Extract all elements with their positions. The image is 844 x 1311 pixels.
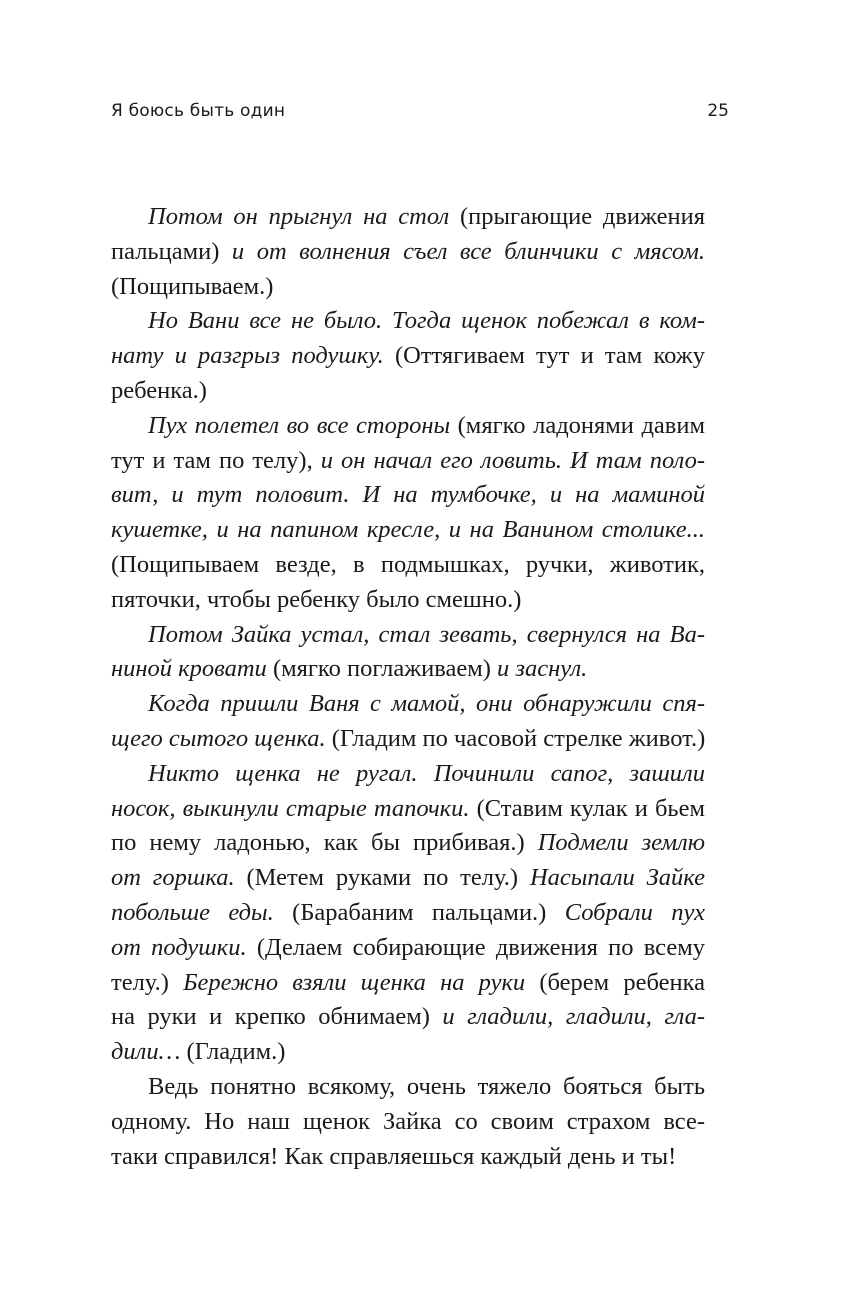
roman-segment: (мягко поглаживаем) [266, 655, 498, 683]
italic-segment: побольше еды. [111, 898, 274, 926]
roman-segment: (берем ребенка [525, 968, 706, 996]
paragraph [111, 618, 705, 688]
body-text [111, 200, 705, 1174]
text-line [111, 513, 705, 548]
roman-segment: тут и там по телу), [111, 446, 321, 474]
text-line [111, 200, 705, 235]
italic-segment: нату и разгрыз подушку. [111, 342, 384, 370]
roman-segment: (Метем руками по телу.) [234, 864, 530, 892]
paragraph [111, 757, 705, 1070]
text-line [111, 792, 705, 827]
text-line [111, 235, 705, 270]
roman-segment: (Пощипываем везде, в подмышках, ручки, животик, [111, 550, 705, 578]
italic-segment: Собрали пух [564, 898, 705, 926]
italic-segment: и он начал его ловить. И там поло- [320, 446, 705, 474]
text-line [111, 861, 705, 896]
italic-segment: Никто щенка не ругал. Починили сапог, зашили [148, 759, 705, 787]
text-line [111, 652, 705, 687]
text-line [111, 478, 705, 513]
roman-segment: (Делаем собирающие движения по всему [246, 933, 705, 961]
italic-segment: и от волнения съел все блинчики с мясом. [231, 237, 705, 265]
paragraph [111, 1070, 705, 1174]
italic-segment: ниной кровати [111, 655, 267, 683]
italic-segment: Когда пришли Ваня с мамой, они обнаружили спя- [148, 690, 705, 718]
text-line [111, 618, 705, 653]
text-line [111, 304, 705, 339]
text-line [111, 583, 705, 618]
roman-segment: телу.) [111, 968, 184, 996]
text-line [111, 1070, 705, 1105]
roman-segment: одному. Но наш щенок Зайка со своим страхом все- [111, 1107, 705, 1135]
roman-segment: на руки и крепко обнимаем) [111, 1003, 443, 1031]
running-title: Я боюсь быть один [111, 101, 286, 121]
paragraph [111, 687, 705, 757]
italic-segment: и заснул. [497, 655, 588, 683]
roman-segment: пальцами) [111, 237, 232, 265]
roman-segment: (Барабаним пальцами.) [273, 898, 565, 926]
italic-segment: Но Вани все не было. Тогда щенок побежал в ком- [148, 307, 705, 335]
roman-segment: (Гладим по часовой стрелке живот.) [325, 724, 706, 752]
italic-segment: от горшка. [111, 864, 235, 892]
italic-segment: и гладили, гладили, гла- [442, 1003, 705, 1031]
italic-segment: Бережно взяли щенка на руки [183, 968, 526, 996]
roman-segment: таки справился! Как справляешься каждый день и ты! [111, 1142, 677, 1170]
italic-segment: вит, и тут половит. И на тумбочке, и на маминой [111, 481, 705, 509]
italic-segment: носок, выкинули старые тапочки. [111, 794, 470, 822]
roman-segment: (Гладим.) [180, 1038, 286, 1066]
text-line [111, 270, 705, 305]
italic-segment: Насыпали Зайке [529, 864, 705, 892]
text-line [111, 444, 705, 479]
text-line [111, 1140, 705, 1175]
paragraph [111, 304, 705, 408]
text-line [111, 339, 705, 374]
paragraph [111, 409, 705, 618]
italic-segment: кушетке, и на папином кресле, и на Ванином столике... [111, 516, 705, 544]
paragraph [111, 200, 705, 304]
text-line [111, 896, 705, 931]
page-number: 25 [707, 101, 729, 121]
roman-segment: (мягко ладонями давим [450, 411, 705, 439]
text-line [111, 757, 705, 792]
roman-segment: ребенка.) [111, 376, 207, 404]
roman-segment: (прыгающие движения [449, 203, 705, 230]
text-line [111, 409, 705, 444]
roman-segment: пяточки, чтобы ребенку было смешно.) [111, 585, 522, 613]
text-line [111, 1105, 705, 1140]
text-line [111, 548, 705, 583]
roman-segment: (Ставим кулак и бьем [469, 794, 705, 822]
italic-segment: Потом Зайка устал, стал зевать, свернулся на Ва- [148, 620, 705, 648]
roman-segment: Ведь понятно всякому, очень тяжело бояться быть [148, 1072, 705, 1100]
roman-segment: (Пощипываем.) [111, 272, 274, 300]
italic-segment: Подмели землю [537, 829, 706, 857]
text-line [111, 374, 705, 409]
text-line [111, 931, 705, 966]
text-line [111, 722, 705, 757]
text-line [111, 687, 705, 722]
italic-segment: Потом он прыгнул на стол [148, 203, 450, 230]
italic-segment: дили… [111, 1038, 181, 1066]
italic-segment: Пух полетел во все стороны [148, 411, 451, 439]
text-line [111, 966, 705, 1001]
italic-segment: от подушки. [111, 933, 247, 961]
text-line [111, 1000, 705, 1035]
roman-segment: (Оттягиваем тут и там кожу [383, 342, 705, 370]
italic-segment: щего сытого щенка. [111, 724, 326, 752]
text-line [111, 1035, 705, 1070]
roman-segment: по нему ладонью, как бы прибивая.) [111, 829, 538, 857]
text-line [111, 826, 705, 861]
